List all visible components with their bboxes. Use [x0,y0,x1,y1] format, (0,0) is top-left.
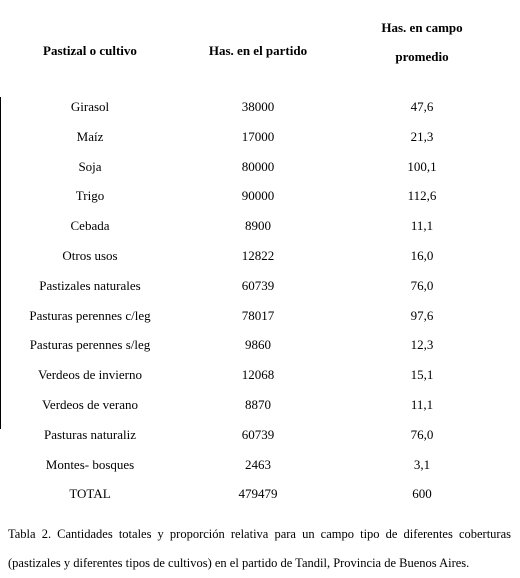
cell-has-partido: 38000 [241,99,275,114]
table-row [0,241,520,271]
cell-cultivo: Pastizales naturales [39,277,141,293]
cell-has-campo: 76,0 [410,277,434,293]
table-row [0,211,520,241]
table-row [0,152,520,182]
cell-has-campo: 100,1 [407,158,437,174]
table-row [0,330,520,360]
cell-cultivo: Montes- bosques [45,456,135,472]
cell-has-partido: 8870 [245,396,271,412]
cell-has-campo: 3,1 [413,456,431,472]
cell-has-partido: 12822 [241,247,275,263]
cell-cultivo: Pasturas perennes s/leg [29,337,151,353]
cell-has-campo: 12,3 [410,337,434,353]
table-body [0,92,520,509]
cell-cultivo: Pasturas naturaliz [43,426,137,442]
cell-has-partido: 60739 [241,277,275,293]
cell-has-campo: 600 [412,486,432,502]
cell-cultivo: Trigo [75,188,105,204]
header-col-has-campo [352,13,492,71]
cell-has-campo: 11,1 [410,218,434,234]
table-row [0,450,520,480]
cell-has-partido: 8900 [245,218,271,234]
header-col-has-campo-line2: promedio [395,49,449,64]
cell-has-partido: 17000 [241,128,275,144]
table-row [0,181,520,211]
cell-cultivo: Verdeos de invierno [38,367,142,383]
table-row [0,390,520,420]
table-row [0,122,520,152]
cell-cultivo: Pasturas perennes c/leg [29,307,151,323]
cell-has-campo: 15,1 [410,367,434,383]
table-row-total [0,479,520,509]
cell-has-campo: 47,6 [410,99,434,114]
cell-has-partido: 479479 [238,486,278,502]
table-row [0,360,520,390]
cell-has-partido: 90000 [241,188,275,204]
cell-has-campo: 21,3 [410,128,434,144]
cell-has-campo: 76,0 [410,426,434,442]
cell-has-campo: 11,1 [410,396,434,412]
cell-has-campo: 97,6 [410,307,434,323]
cell-has-partido: 2463 [245,456,271,472]
cell-has-partido: 60739 [241,426,275,442]
cell-cultivo: Verdeos de verano [41,396,138,412]
cell-cultivo: Otros usos [62,247,118,263]
cell-has-partido: 12068 [241,367,275,383]
cell-has-partido: 78017 [241,307,275,323]
cell-has-partido: 80000 [241,158,275,174]
table-row [0,420,520,450]
table-row [0,301,520,331]
cell-cultivo: Soja [78,158,102,174]
cell-has-partido: 9860 [245,337,271,353]
table-row [0,271,520,301]
table-caption: Tabla 2. Cantidades totales y proporción relativa para un campo tipo de diferentes coberturas (pastizales y diferentes tipos de cultivos) en el partido de Tandil, Provincia de Buenos Aires. [8,527,511,570]
header-col-pastizal: Pastizal o cultivo [43,43,137,58]
cell-cultivo: Girasol [70,99,110,114]
cell-cultivo: TOTAL [69,486,111,502]
header-col-has-partido: Has. en el partido [208,43,308,58]
table-row [0,92,520,122]
cell-has-campo: 16,0 [410,247,434,263]
cell-has-campo: 112,6 [407,188,437,204]
cell-cultivo: Cebada [70,218,110,234]
cell-cultivo: Maíz [76,128,104,144]
header-col-has-campo-line1: Has. en campo [381,20,463,35]
